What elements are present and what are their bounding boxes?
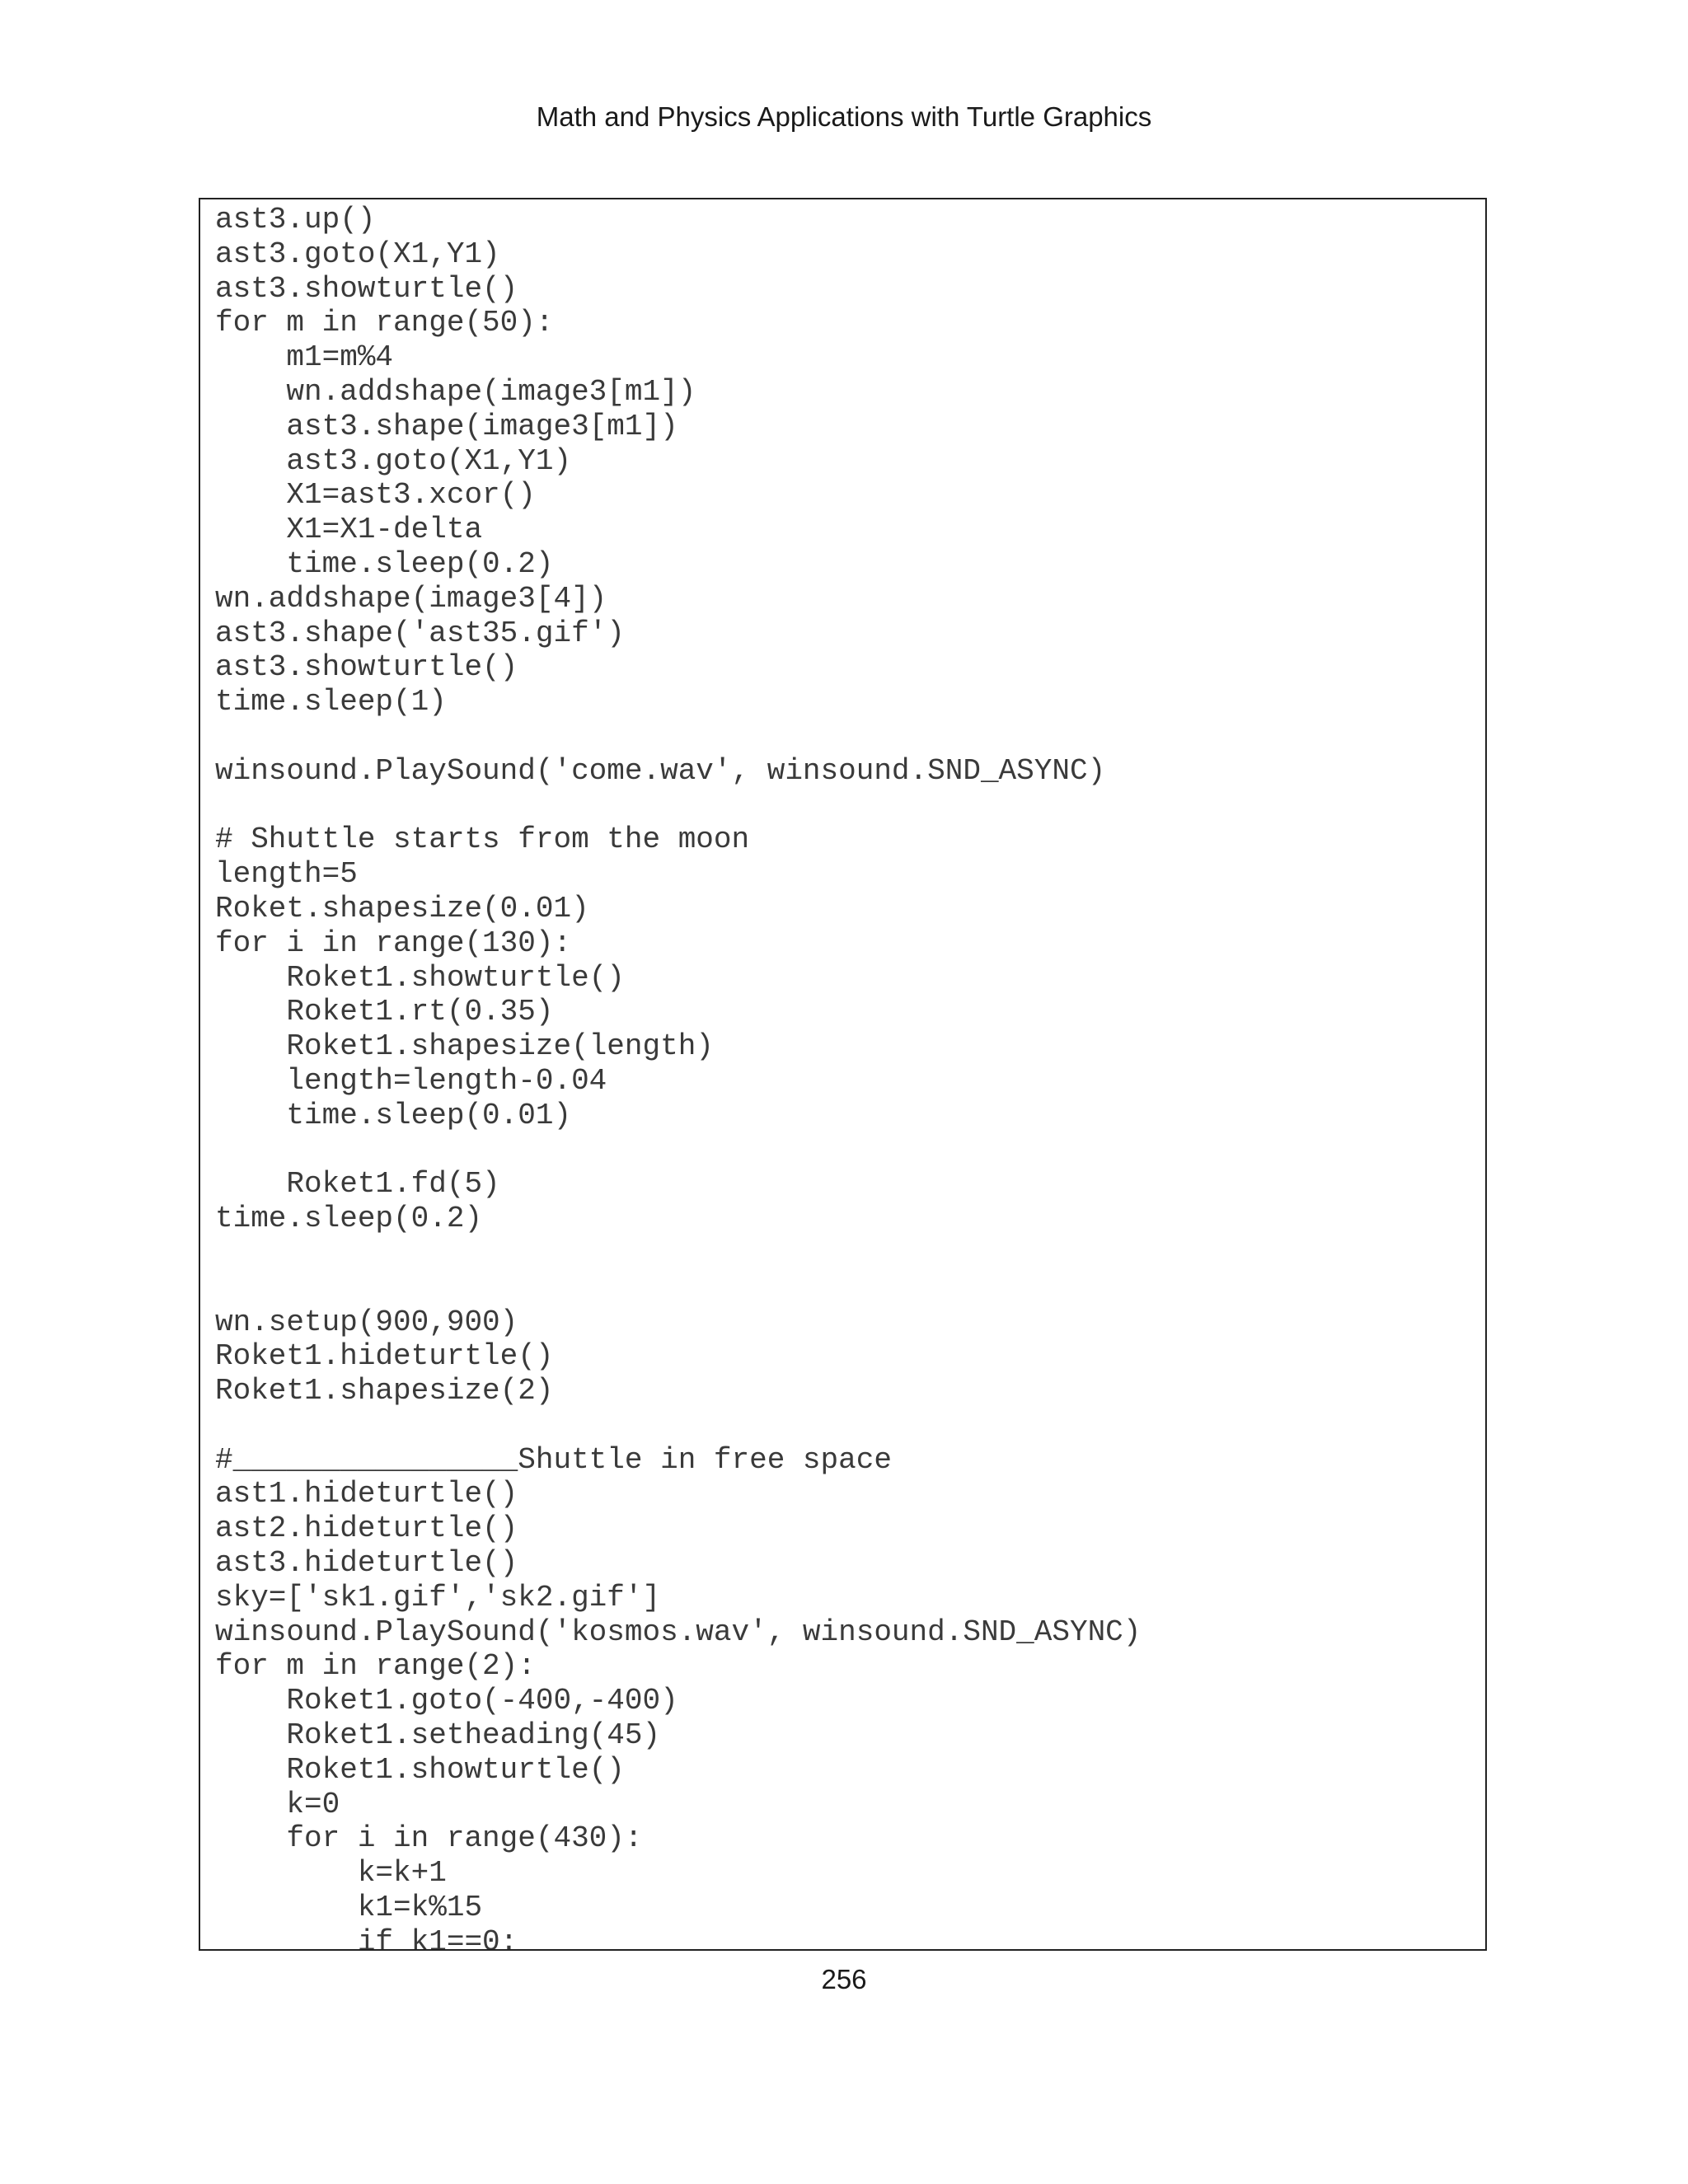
code-line — [215, 1236, 1141, 1271]
code-line — [215, 1133, 1141, 1168]
code-line: ast2.hideturtle() — [215, 1511, 518, 1546]
code-line: #________________Shuttle in free space — [215, 1442, 892, 1477]
code-line: Roket1.setheading(45) — [215, 1718, 661, 1753]
code-line: winsound.PlaySound('kosmos.wav', winsound.SND_ASYNC) — [215, 1615, 1142, 1649]
page-header-title: Math and Physics Applications with Turtle Graphics — [536, 101, 1152, 132]
code-line: ast3.showturtle() — [215, 650, 518, 685]
code-line: X1=X1-delta — [215, 513, 483, 547]
code-line: Roket1.hideturtle() — [215, 1339, 554, 1374]
page-number: 256 — [821, 1964, 867, 1994]
code-line: ast3.shape('ast35.gif') — [215, 616, 625, 650]
code-line — [215, 1271, 1141, 1305]
code-listing — [215, 203, 1141, 1951]
code-line — [215, 719, 1141, 754]
code-line: wn.setup(900,900) — [215, 1305, 518, 1339]
code-line: ast3.hideturtle() — [215, 1546, 518, 1581]
code-line: ast3.shape(image3[m1]) — [215, 409, 678, 443]
code-line: for m in range(50): — [215, 306, 554, 340]
code-line: for i in range(130): — [215, 926, 572, 960]
code-line: X1=ast3.xcor() — [215, 478, 536, 513]
code-line: k=k+1 — [215, 1856, 447, 1891]
code-line: Roket1.showturtle() — [215, 960, 625, 995]
code-line: # Shuttle starts from the moon — [215, 823, 750, 857]
code-line: Roket1.fd(5) — [215, 1167, 500, 1202]
code-line: time.sleep(0.2) — [215, 1202, 483, 1236]
code-line: wn.addshape(image3[4]) — [215, 581, 607, 616]
code-line: if k1==0: — [215, 1924, 518, 1951]
code-line: time.sleep(1) — [215, 685, 447, 719]
code-line: ast3.goto(X1,Y1) — [215, 237, 500, 271]
code-listing-box — [199, 198, 1487, 1951]
code-line: Roket1.shapesize(length) — [215, 1029, 714, 1064]
code-line: wn.addshape(image3[m1]) — [215, 374, 696, 409]
code-line: Roket1.rt(0.35) — [215, 995, 554, 1029]
code-line: Roket1.showturtle() — [215, 1752, 625, 1787]
code-line: sky=['sk1.gif','sk2.gif'] — [215, 1580, 661, 1615]
code-line: ast1.hideturtle() — [215, 1477, 518, 1511]
code-line: ast3.up() — [215, 203, 376, 237]
code-line: winsound.PlaySound('come.wav', winsound.SND_ASYNC) — [215, 753, 1106, 788]
code-line: length=5 — [215, 857, 358, 892]
code-line: k=0 — [215, 1787, 340, 1821]
code-line: Roket1.shapesize(2) — [215, 1374, 554, 1408]
code-line — [215, 789, 1141, 823]
code-line: length=length-0.04 — [215, 1063, 607, 1098]
code-line: ast3.showturtle() — [215, 271, 518, 306]
code-line: ast3.goto(X1,Y1) — [215, 443, 572, 478]
code-line: time.sleep(0.01) — [215, 1098, 572, 1132]
code-line: k1=k%15 — [215, 1891, 483, 1925]
code-line: Roket1.goto(-400,-400) — [215, 1684, 678, 1718]
code-line: m1=m%4 — [215, 340, 394, 375]
code-line: for i in range(430): — [215, 1821, 643, 1856]
code-line: time.sleep(0.2) — [215, 546, 554, 581]
code-line: for m in range(2): — [215, 1649, 536, 1684]
code-line — [215, 1408, 1141, 1443]
code-line: Roket.shapesize(0.01) — [215, 891, 589, 926]
